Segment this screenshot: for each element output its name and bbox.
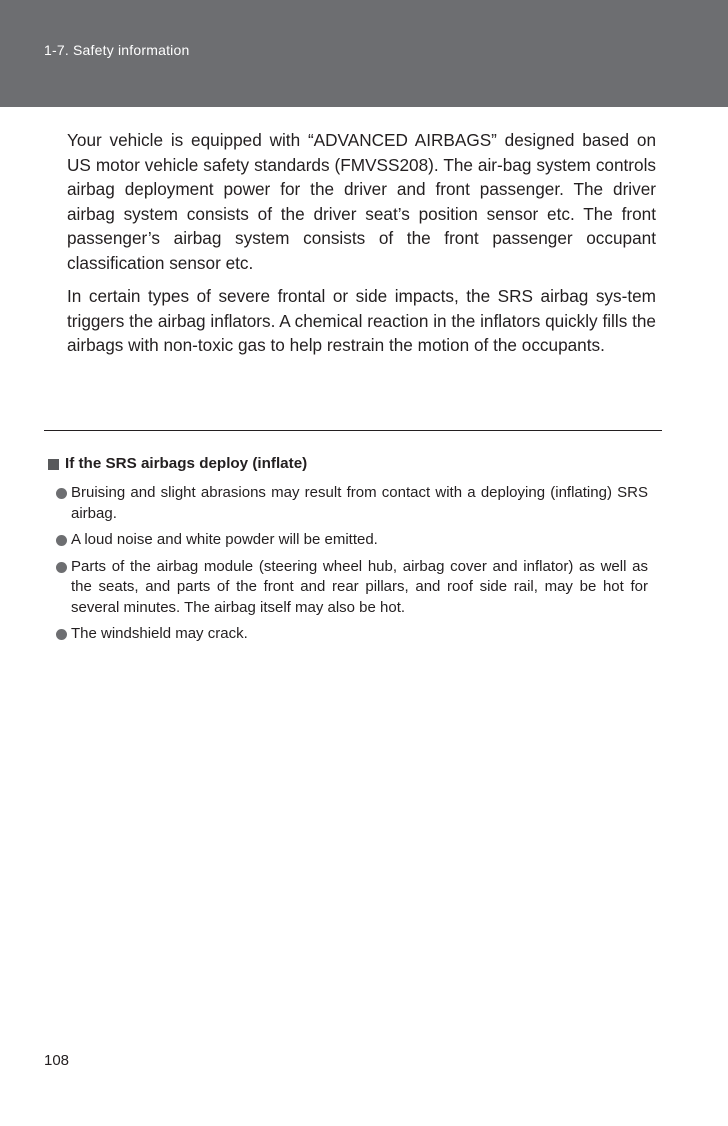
list-item-text: Bruising and slight abrasions may result from contact with a deploying (inflating) SRS airbag.	[71, 484, 648, 522]
intro-text	[67, 128, 656, 367]
list-item	[56, 530, 648, 551]
list-item-text: A loud noise and white powder will be emitted.	[71, 531, 378, 548]
list-item-text: The windshield may crack.	[71, 625, 248, 642]
section-heading	[48, 454, 648, 474]
intro-paragraph-2: In certain types of severe frontal or side impacts, the SRS airbag sys-tem triggers the airbag inflators. A chemical reaction in the inflators quickly fills the airbags with non-toxic gas to help restrain the motion of the occupants.	[67, 286, 656, 355]
list-item-text: Parts of the airbag module (steering wheel hub, airbag cover and inflator) as well as the seats, and parts of the front and rear pillars, and roof side rail, may be hot for several minutes. The airbag itself may also be hot.	[71, 557, 648, 616]
circle-bullet-icon	[56, 629, 67, 640]
list-item	[56, 557, 648, 619]
list-item	[56, 624, 648, 645]
airbag-deploy-section	[48, 454, 648, 651]
bullet-list	[48, 483, 648, 645]
intro-paragraph-1: Your vehicle is equipped with “ADVANCED AIRBAGS” designed based on US motor vehicle safety standards (FMVSS208). The air-bag system controls airbag deployment power for the driver and front passenger. The driver airbag system consists of the driver seat’s position sensor etc. The front passenger’s airbag system consists of the front passenger occupant classification sensor etc.	[67, 130, 656, 273]
page-number: 108	[44, 1052, 70, 1069]
circle-bullet-icon	[56, 535, 67, 546]
page-header-band	[0, 0, 728, 107]
circle-bullet-icon	[56, 488, 67, 499]
section-divider	[44, 430, 662, 431]
section-title: 1-7. Safety information	[44, 42, 190, 58]
list-item	[56, 483, 648, 524]
section-heading-text: If the SRS airbags deploy (inflate)	[65, 455, 308, 472]
circle-bullet-icon	[56, 562, 67, 573]
square-bullet-icon	[48, 459, 59, 470]
